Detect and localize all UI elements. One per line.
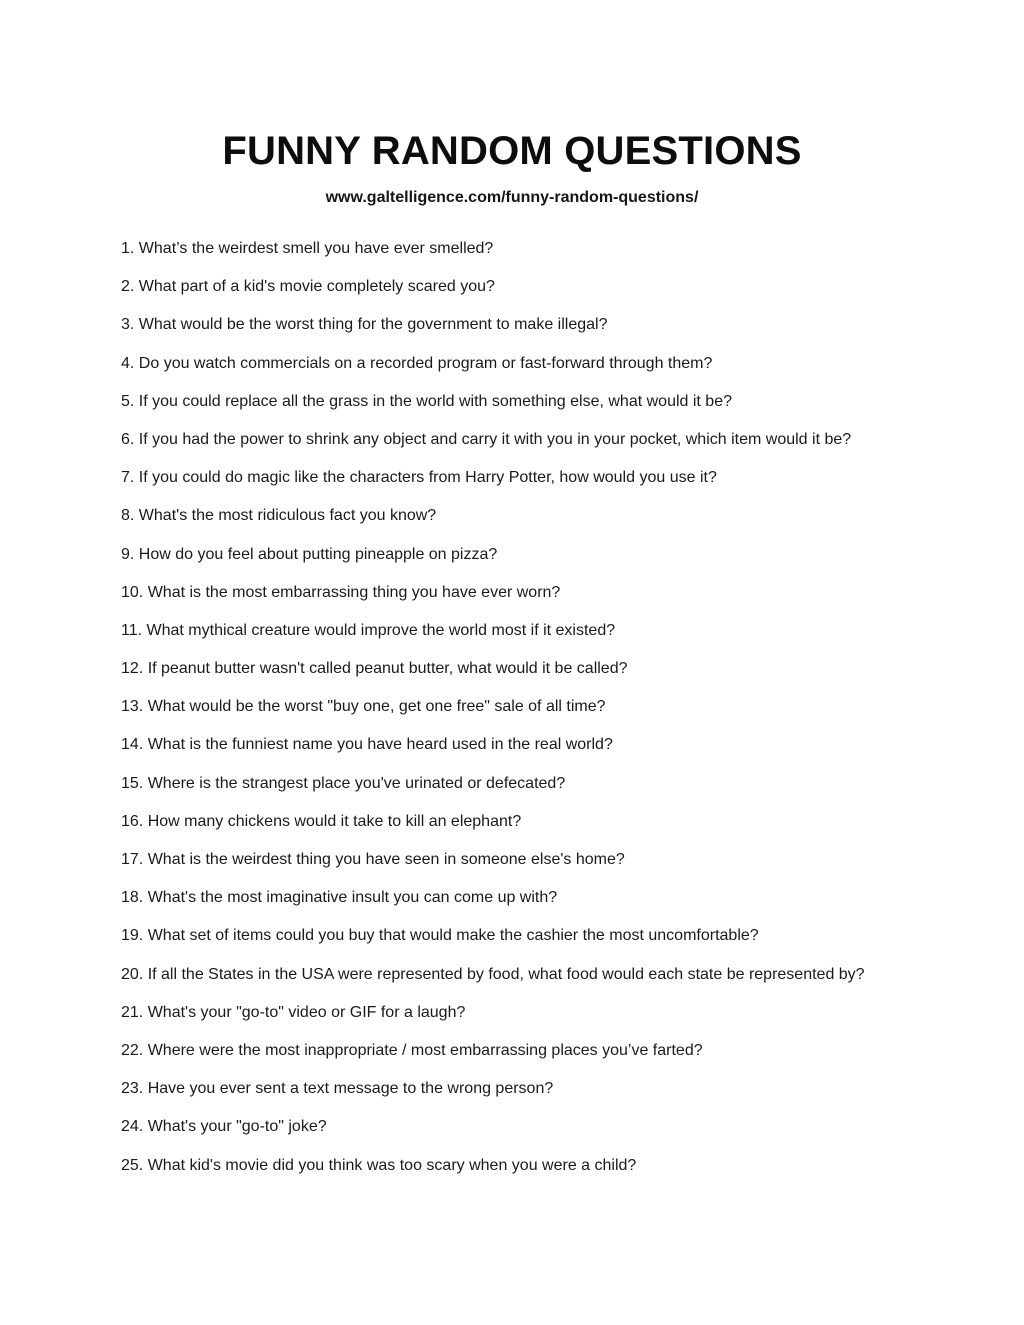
question-item: 25. What kid's movie did you think was too scary when you were a child? <box>121 1156 637 1174</box>
question-item: 2. What part of a kid's movie completely scared you? <box>121 278 495 296</box>
question-item: 19. What set of items could you buy that would make the cashier the most uncomfortable? <box>121 927 759 945</box>
question-item: 4. Do you watch commercials on a recorded program or fast-forward through them? <box>121 354 713 372</box>
question-list <box>121 237 941 1192</box>
question-item: 13. What would be the worst "buy one, get one free" sale of all time? <box>121 698 606 716</box>
question-item: 1. What’s the weirdest smell you have ever smelled? <box>121 240 494 257</box>
question-item: 8. What's the most ridiculous fact you know? <box>121 507 437 525</box>
question-item: 5. If you could replace all the grass in the world with something else, what would it be? <box>121 392 732 410</box>
question-item: 6. If you had the power to shrink any object and carry it with you in your pocket, which item would it be? <box>121 430 852 448</box>
question-item: 14. What is the funniest name you have heard used in the real world? <box>121 736 613 754</box>
question-item: 18. What's the most imaginative insult you can come up with? <box>121 889 558 907</box>
question-item: 20. If all the States in the USA were represented by food, what food would each state be represented by? <box>121 965 865 983</box>
question-item: 3. What would be the worst thing for the government to make illegal? <box>121 316 608 334</box>
question-item: 17. What is the weirdest thing you have seen in someone else's home? <box>121 851 625 868</box>
question-item: 11. What mythical creature would improve the world most if it existed? <box>121 621 616 639</box>
question-item: 9. How do you feel about putting pineapple on pizza? <box>121 545 498 563</box>
question-item: 22. Where were the most inappropriate / most embarrassing places you’ve farted? <box>121 1041 703 1059</box>
question-item: 24. What's your "go-to" joke? <box>121 1118 327 1136</box>
page-title: FUNNY RANDOM QUESTIONS <box>222 129 802 173</box>
question-item: 23. Have you ever sent a text message to the wrong person? <box>121 1080 554 1098</box>
source-url: www.galtelligence.com/funny-random-questions/ <box>325 189 699 206</box>
question-item: 12. If peanut butter wasn't called peanut butter, what would it be called? <box>121 660 628 678</box>
question-item: 15. Where is the strangest place you've urinated or defecated? <box>121 774 566 792</box>
question-item: 21. What's your "go-to" video or GIF for a laugh? <box>121 1003 466 1021</box>
question-item: 10. What is the most embarrassing thing you have ever worn? <box>121 583 561 601</box>
question-item: 16. How many chickens would it take to kill an elephant? <box>121 812 522 830</box>
question-item: 7. If you could do magic like the characters from Harry Potter, how would you use it? <box>121 469 717 487</box>
